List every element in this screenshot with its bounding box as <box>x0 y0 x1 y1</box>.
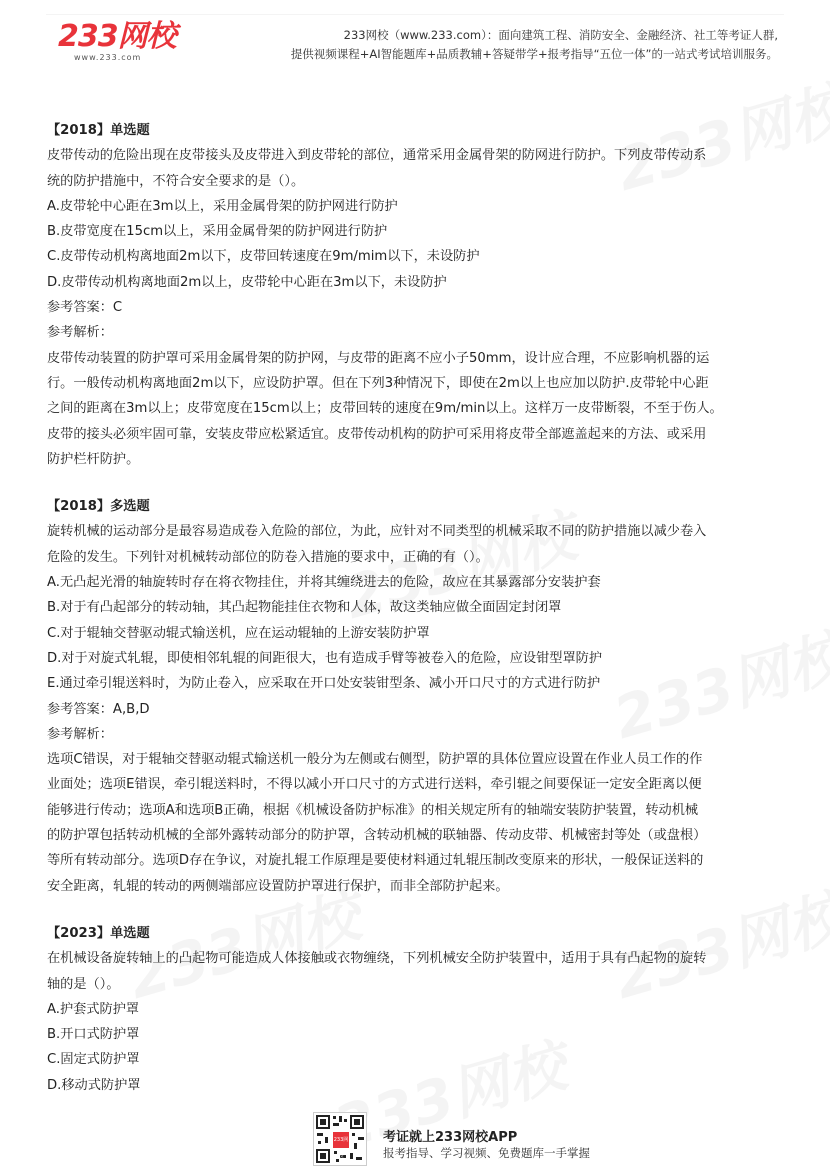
option-c: C.对于辊轴交替驱动辊式输送机，应在运动辊轴的上游安装防护罩 <box>47 625 430 641</box>
question-stem-line: 皮带传动的危险出现在皮带接头及皮带进入到皮带轮的部位，通常采用金属骨架的防网进行防护。下列皮带传动系 <box>47 148 707 164</box>
analysis-line: 安全距离，轧辊的转动的两侧端部应设置防护罩进行保护，而非全部防护起来。 <box>47 878 509 894</box>
page-footer <box>313 1112 643 1168</box>
option-b: B.对于有凸起部分的转动轴，其凸起物能挂住衣物和人体，故这类轴应做全面固定封闭罩 <box>47 600 562 616</box>
footer-subtitle: 报考指导、学习视频、免费题库一手掌握 <box>383 1146 590 1160</box>
question-stem-line: 在机械设备旋转轴上的凸起物可能造成人体接触或衣物缠绕，下列机械安全防护装置中，适用于具有凸起物的旋转 <box>47 951 707 967</box>
question-stem-line: 轴的是（）。 <box>47 976 120 992</box>
analysis-line: 防护栏杆防护。 <box>47 451 140 467</box>
question-heading: 【2018】单选题 <box>47 123 150 138</box>
qr-code[interactable] <box>313 1112 367 1166</box>
analysis-line: 皮带的接头必须牢固可靠，安装皮带应松紧适宜。皮带传动机构的防护可采用将皮带全部遮盖起来的方法、或采用 <box>47 426 707 442</box>
header-line-1: 233网校（www.233.com）：面向建筑工程、消防安全、金融经济、社工等考证人群, <box>343 28 778 42</box>
analysis-line: 行。一般传动机构离地面2m以下，应设防护罩。但在下列3种情况下，即使在2m以上也应加以防护.皮带轮中心距 <box>47 375 709 391</box>
header-description <box>291 26 778 64</box>
answer-text: 参考答案：A,B,D <box>47 701 150 717</box>
question-heading: 【2023】单选题 <box>47 925 150 941</box>
question-block <box>47 921 787 1098</box>
option-a: A.护套式防护罩 <box>47 1001 140 1017</box>
answer-text: 参考答案：C <box>47 300 123 316</box>
footer-title: 考证就上233网校APP <box>383 1130 518 1145</box>
analysis-line: 选项C错误，对于辊轴交替驱动辊式输送机一般分为左侧或右侧型，防护罩的具体位置应设置在作业人员工作的作 <box>47 752 703 768</box>
option-a: A.皮带轮中心距在3m以上，采用金属骨架的防护网进行防护 <box>47 198 398 214</box>
header-divider <box>46 14 784 15</box>
analysis-line: 等所有转动部分。选项D存在争议，对旋扎辊工作原理是要使材料通过轧辊压制改变原来的形状，一般保证送料的 <box>47 853 704 869</box>
question-heading: 【2018】多选题 <box>47 499 150 515</box>
question-block <box>47 118 787 472</box>
logo-text: 233网校 <box>58 19 176 54</box>
analysis-line: 之间的距离在3m以上；皮带宽度在15cm以上；皮带回转的速度在9m/min以上。这样万一皮带断裂，不至于伤人。 <box>47 401 723 417</box>
analysis-line: 皮带传动装置的防护罩可采用金属骨架的防护网，与皮带的距离不应小子50mm，设计应合理，不应影响机器的运 <box>47 350 710 366</box>
option-d: D.皮带传动机构离地面2m以上，皮带轮中心距在3m以下，未设防护 <box>47 274 447 290</box>
analysis-label: 参考解析： <box>47 726 113 742</box>
brand-logo[interactable] <box>58 20 188 66</box>
question-content <box>47 118 787 1120</box>
option-a: A.无凸起光滑的轴旋转时存在将衣物挂住，并将其缠绕进去的危险，故应在其暴露部分安装护套 <box>47 575 601 591</box>
logo-url: www.233.com <box>74 53 142 62</box>
option-e: E.通过牵引辊送料时，为防止卷入，应采取在开口处安装钳型条、减小开口尺寸的方式进行防护 <box>47 676 601 692</box>
page-header <box>0 0 830 80</box>
analysis-label: 参考解析： <box>47 325 113 341</box>
option-c: C.皮带传动机构离地面2m以下，皮带回转速度在9m/mim以下，未设防护 <box>47 249 480 265</box>
question-block <box>47 494 787 899</box>
question-stem-line: 危险的发生。下列针对机械转动部位的防卷入措施的要求中，正确的有（）。 <box>47 549 489 565</box>
option-b: B.开口式防护罩 <box>47 1027 140 1043</box>
header-line-2: 提供视频课程+AI智能题库+品质教辅+答疑带学+报考指导“五位一体”的一站式考试培训服务。 <box>290 47 778 61</box>
analysis-line: 能够进行传动；选项A和选项B正确，根据《机械设备防护标准》的相关规定所有的轴端安装防护装置，转动机械 <box>47 802 699 818</box>
question-stem-line: 旋转机械的运动部分是最容易造成卷入危险的部位，为此，应针对不同类型的机械采取不同的防护措施以减少卷入 <box>47 524 707 540</box>
analysis-line: 的防护罩包括转动机械的全部外露转动部分的防护罩，含转动机械的联轴器、传动皮带、机械密封等处（或盘根） <box>47 828 707 844</box>
option-d: D.对于对旋式轧辊，即使相邻轧辊的间距很大，也有造成手臂等被卷入的危险，应设钳型罩防护 <box>47 650 603 666</box>
option-c: C.固定式防护罩 <box>47 1052 140 1068</box>
option-b: B.皮带宽度在15cm以上，采用金属骨架的防护网进行防护 <box>47 224 388 240</box>
qr-logo: 233网校 <box>332 1131 350 1149</box>
option-d: D.移动式防护罩 <box>47 1077 141 1093</box>
question-stem-line: 统的防护措施中，不符合安全要求的是（）。 <box>47 173 305 189</box>
analysis-line: 业面处；选项E错误，牵引辊送料时，不得以减小开口尺寸的方式进行送料，牵引辊之间要保证一定安全距离以便 <box>47 777 702 793</box>
